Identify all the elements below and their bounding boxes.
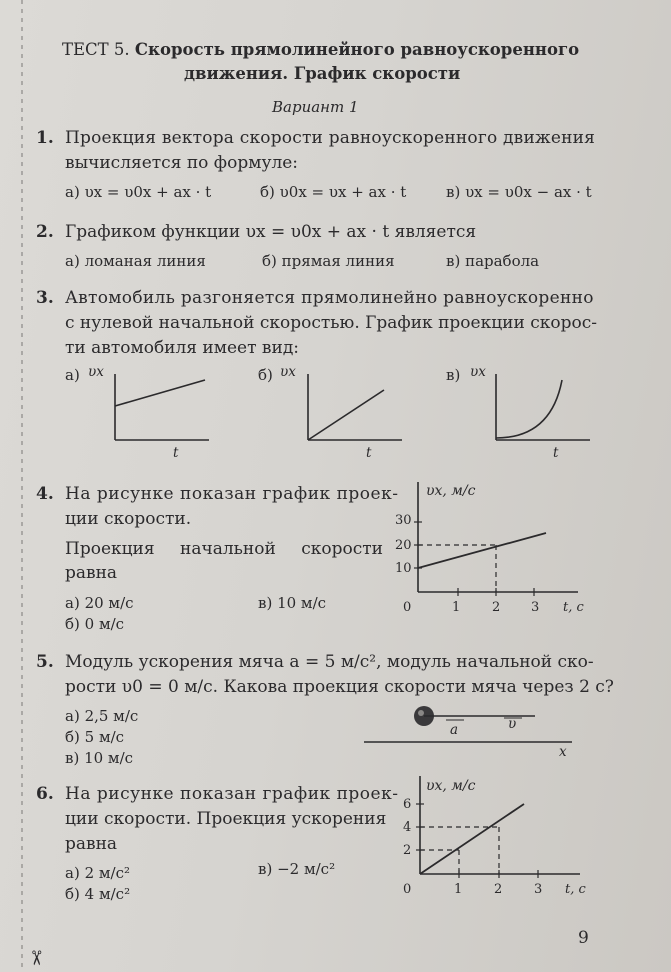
q6-ytick-6: 6 — [403, 797, 412, 812]
test-topic-cont: движения. График скорости — [184, 64, 461, 83]
q6-option-b[interactable]: б) 4 м/с² — [65, 885, 131, 903]
q5-number: 5. — [36, 652, 54, 672]
test-topic: Скорость прямолинейного равноускоренного — [134, 40, 580, 59]
q6-xtick-t: t, с — [565, 882, 586, 897]
q6-number: 6. — [36, 784, 54, 804]
q6-xtick-0: 0 — [403, 882, 412, 897]
q3-number: 3. — [36, 288, 54, 308]
q5-vector-a-label: a — [450, 722, 459, 738]
test-title-line2 — [184, 64, 460, 83]
q4-option-a[interactable]: а) 20 м/с — [65, 594, 134, 612]
variant-label: Вариант 1 — [272, 98, 359, 116]
q3-option-a[interactable]: а) — [65, 366, 80, 384]
q4-ytick-10: 10 — [395, 561, 412, 576]
q2-number: 2. — [36, 222, 54, 242]
q6-ytick-4: 4 — [403, 820, 412, 835]
q3a-graph-line — [115, 380, 205, 406]
q3b-axis-x-label: t — [366, 445, 372, 461]
q6-graph-line — [420, 804, 524, 874]
q4-xtick-2: 2 — [492, 600, 501, 615]
q1-text-line1: Проекция вектора скорости равноускоренного движения — [65, 128, 596, 148]
q6-ytick-2: 2 — [403, 843, 412, 858]
q3a-axis-y-label: υx — [88, 364, 104, 380]
q6-option-c[interactable]: в) −2 м/с² — [258, 860, 336, 878]
q4-text-line4: равна — [65, 563, 118, 583]
q4-graph-ylabel: υx, м/с — [426, 483, 476, 499]
q5-option-c[interactable]: в) 10 м/с — [65, 749, 134, 767]
q3c-graph-curve — [496, 380, 562, 438]
q2-option-b[interactable]: б) прямая линия — [262, 252, 395, 270]
q3c-axis-x-label: t — [553, 445, 559, 461]
q5-vector-v-label: υ — [508, 716, 517, 732]
q5-axis-x-label: x — [559, 744, 567, 760]
q4-number: 4. — [36, 484, 54, 504]
q4-text-line2: ции скорости. — [65, 509, 192, 529]
q2-text: Графиком функции υx = υ0x + ax · t является — [65, 222, 477, 242]
q6-option-a[interactable]: а) 2 м/с² — [65, 864, 131, 882]
q3b-graph-line — [308, 390, 384, 440]
q1-text-line2: вычисляется по формуле: — [65, 153, 299, 173]
q4-option-c[interactable]: в) 10 м/с — [258, 594, 327, 612]
test-number: ТЕСТ 5. — [62, 40, 130, 59]
q3-text-line1: Автомобиль разгоняется прямолинейно равноускоренно — [65, 288, 594, 308]
q4-xtick-t: t, с — [563, 600, 584, 615]
q3-option-b[interactable]: б) — [258, 366, 273, 384]
q5-option-a[interactable]: а) 2,5 м/с — [65, 707, 139, 725]
q6-xtick-3: 3 — [534, 882, 543, 897]
q4-graph-line — [418, 533, 546, 568]
cut-line — [20, 0, 24, 972]
q1-option-c[interactable]: в) υx = υ0x − ax · t — [446, 183, 592, 201]
q1-number: 1. — [36, 128, 54, 148]
q4-xtick-1: 1 — [452, 600, 461, 615]
q3a-graph — [105, 370, 215, 450]
q5-option-b[interactable]: б) 5 м/с — [65, 728, 125, 746]
q6-text-line3: равна — [65, 834, 118, 854]
q4-xtick-3: 3 — [531, 600, 540, 615]
q3-text-line2: с нулевой начальной скоростью. График проекции скорос- — [65, 313, 597, 333]
q3b-graph — [298, 370, 408, 450]
q3c-graph — [486, 370, 596, 450]
q3a-axis-x-label: t — [173, 445, 179, 461]
q4-ytick-20: 20 — [395, 538, 412, 553]
q4-xtick-0: 0 — [403, 600, 412, 615]
q4-graph — [410, 478, 585, 603]
q5-diagram — [360, 700, 585, 760]
q3c-axis-y-label: υx — [470, 364, 486, 380]
q6-graph — [412, 772, 587, 884]
q6-text-line1: На рисунке показан график проек- — [65, 784, 399, 804]
q1-option-a[interactable]: а) υx = υ0x + ax · t — [65, 183, 212, 201]
test-title-line1 — [62, 40, 579, 59]
q4-ytick-30: 30 — [395, 513, 412, 528]
page-number: 9 — [578, 928, 589, 948]
ball-highlight — [418, 710, 424, 716]
q2-option-c[interactable]: в) парабола — [446, 252, 540, 270]
q6-xtick-1: 1 — [454, 882, 463, 897]
q4-text-line3: Проекция начальной скорости — [65, 539, 383, 559]
scissors-icon: ✂ — [24, 949, 49, 967]
q6-text-line2: ции скорости. Проекция ускорения — [65, 809, 387, 829]
q3-option-c[interactable]: в) — [446, 366, 461, 384]
q6-xtick-2: 2 — [494, 882, 503, 897]
q4-text-line1: На рисунке показан график проек- — [65, 484, 399, 504]
q2-option-a[interactable]: а) ломаная линия — [65, 252, 206, 270]
q6-graph-ylabel: υx, м/с — [426, 778, 476, 794]
q3b-axis-y-label: υx — [280, 364, 296, 380]
q3-text-line3: ти автомобиля имеет вид: — [65, 338, 300, 358]
q5-text-line1: Модуль ускорения мяча a = 5 м/с², модуль начальной ско- — [65, 652, 594, 672]
q1-option-b[interactable]: б) υ0x = υx + ax · t — [260, 183, 407, 201]
q5-text-line2: рости υ0 = 0 м/с. Какова проекция скорости мяча через 2 с? — [65, 677, 614, 697]
q4-option-b[interactable]: б) 0 м/с — [65, 615, 125, 633]
